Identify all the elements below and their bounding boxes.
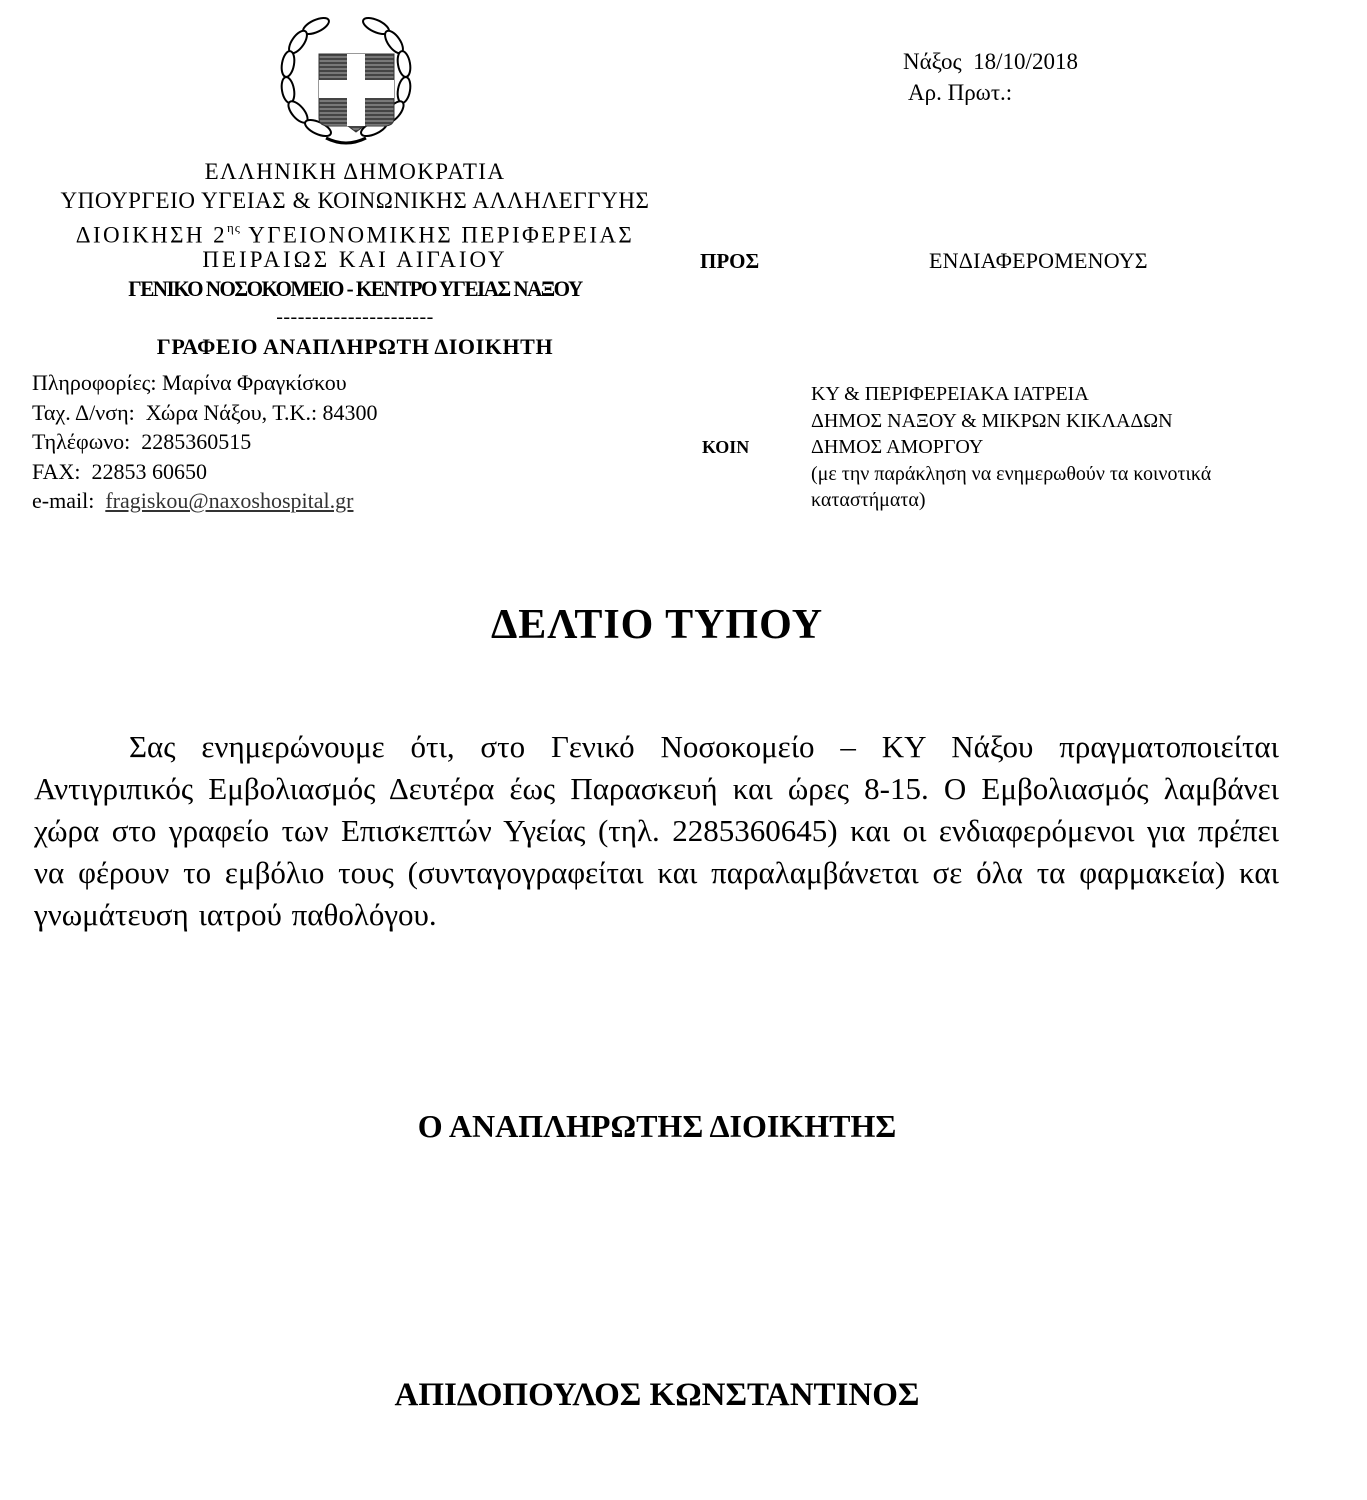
signer-name: ΑΠΙΔΟΠΟΥΛΟΣ ΚΩΝΣΤΑΝΤΙΝΟΣ: [394, 1377, 920, 1413]
sender-country: ΕΛΛΗΝΙΚΗ ΔΗΜΟΚΡΑΤΙΑ: [204, 159, 506, 184]
cc-item: ΚΥ & ΠΕΡΙΦΕΡΕΙΑΚΑ ΙΑΤΡΕΙΑ: [811, 383, 1089, 405]
phone-value: 2285360515: [141, 429, 252, 454]
admin-ordinal: ης: [226, 220, 241, 235]
cc-list: [811, 381, 1211, 514]
email-link[interactable]: fragiskou@naxoshospital.gr: [105, 488, 354, 513]
address-label: Ταχ. Δ/νση:: [32, 400, 135, 425]
contact-info: [32, 368, 347, 398]
body-paragraph: Σας ενημερώνουμε ότι, στο Γενικό Νοσοκομείο – ΚΥ Νάξου πραγματοποιείται Αντιγριπικός Εμβολιασμός Δευτέρα έως Παρασκευή και ώρες 8-15. Ο Εμβολιασμός λαμβάνει χώρα στο γραφείο των Επισκεπτών Υγείας (τηλ. 2285360645) και οι ενδιαφερόμενοι για πρέπει να φέρουν το εμβόλιο τους (συνταγογραφείται και παραλαμβάνεται σε όλα τα φαρμακεία) και γνωμάτευση ιατρού παθολόγου.: [34, 729, 1279, 932]
cc-item: (με την παράκληση να ενημερωθούν τα κοινοτικά: [811, 462, 1212, 485]
info-label: Πληροφορίες:: [32, 370, 157, 395]
admin-suffix: ΥΓΕΙΟΝΟΜΙΚΗΣ ΠΕΡΙΦΕΡΕΙΑΣ: [240, 222, 635, 248]
sender-hospital: ΓΕΝΙΚΟ ΝΟΣΟΚΟΜΕΙΟ - ΚΕΝΤΡΟ ΥΓΕΙΑΣ ΝΑΞΟΥ: [128, 276, 582, 301]
sender-region: ΠΕΙΡΑΙΩΣ ΚΑΙ ΑΙΓΑΙΟΥ: [202, 247, 508, 272]
sender-ministry: ΥΠΟΥΡΓΕΙΟ ΥΓΕΙΑΣ & ΚΟΙΝΩΝΙΚΗΣ ΑΛΛΗΛΕΓΓΥΗΣ: [60, 188, 650, 213]
recipient-value: ΕΝΔΙΑΦΕΡΟΜΕΝΟΥΣ: [929, 248, 1148, 273]
admin-prefix: ΔΙΟΙΚΗΣΗ 2: [75, 222, 227, 248]
recipient-label: ΠΡΟΣ: [700, 249, 760, 273]
cc-item: ΔΗΜΟΣ ΑΜΟΡΓΟΥ: [811, 436, 984, 458]
greek-coat-of-arms-icon: [276, 10, 416, 146]
fax-value: 22853 60650: [91, 459, 207, 484]
phone-label: Τηλέφωνο:: [32, 429, 131, 454]
address-value: Χώρα Νάξου, Τ.Κ.: 84300: [145, 400, 378, 425]
contact-email: [32, 486, 353, 516]
place-date: Νάξος 18/10/2018: [903, 49, 1078, 74]
cc-label: ΚΟΙΝ: [702, 437, 750, 457]
document-title: ΔΕΛΤΙΟ ΤΥΠΟΥ: [490, 602, 824, 648]
info-value: Μαρίνα Φραγκίσκου: [162, 370, 347, 395]
protocol-number-label: Αρ. Πρωτ.:: [908, 80, 1013, 105]
sender-separator: ----------------------: [276, 306, 434, 328]
email-label: e-mail:: [32, 488, 95, 513]
contact-phone: [32, 427, 251, 457]
signer-title: Ο ΑΝΑΠΛΗΡΩΤΗΣ ΔΙΟΙΚΗΤΗΣ: [417, 1108, 897, 1144]
cc-item: καταστήματα): [811, 489, 926, 511]
sender-office: ΓΡΑΦΕΙΟ ΑΝΑΠΛΗΡΩΤΗ ΔΙΟΙΚΗΤΗ: [156, 334, 554, 359]
fax-label: FAX:: [32, 459, 81, 484]
contact-fax: [32, 457, 207, 487]
contact-address: [32, 398, 378, 428]
cc-item: ΔΗΜΟΣ ΝΑΞΟΥ & ΜΙΚΡΩΝ ΚΙΚΛΑΔΩΝ: [811, 409, 1173, 432]
